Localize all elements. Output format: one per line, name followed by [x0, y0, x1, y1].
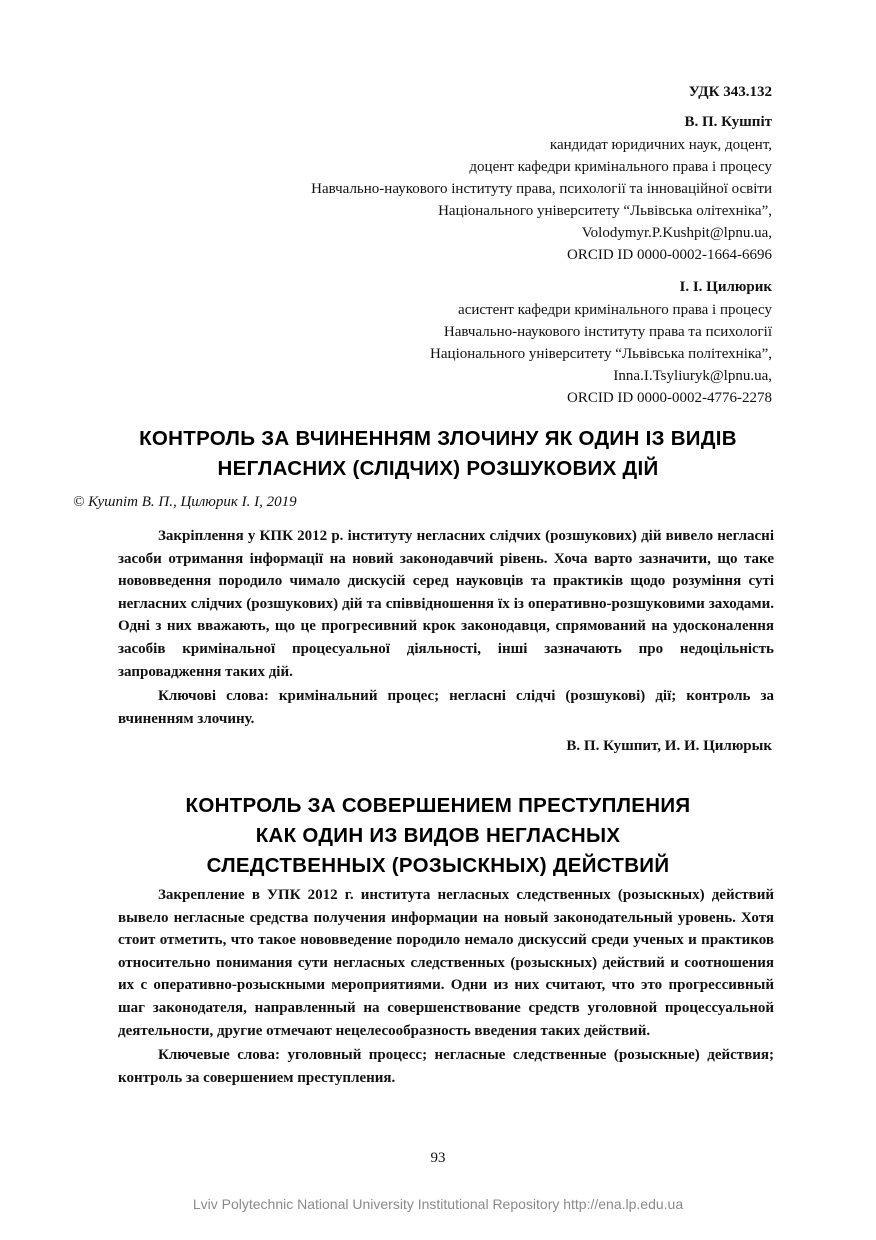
author-orcid: ORCID ID 0000-0002-4776-2278: [567, 390, 772, 406]
author-email: Inna.I.Tsyliuryk@lpnu.ua,: [613, 368, 772, 384]
author-name: В. П. Кушпіт: [684, 114, 772, 130]
author-affiliation-line: Національного університету “Львівська політехніка”,: [430, 346, 772, 362]
author-affiliation-line: кандидат юридичних наук, доцент,: [549, 137, 772, 153]
copyright-notice: © Кушпіт В. П., Цилюрик І. І, 2019: [73, 494, 297, 510]
abstract-ua: [118, 525, 774, 730]
abstract-text: Закрепление в УПК 2012 г. института негласных следственных (розыскных) действий вывело негласные средства получения информации на новый законодательный уровень. Хотя стоит отметить, что такое нововведение породило немало дискуссий среди ученых и практиков относительно понимания сути негласных следственных (розыскных) действий и соотношения их с оперативно-розыскными мероприятиями. Одни из них считают, что это прогрессивный шаг законодателя, направленный на совершенствование средств уголовной процессуальной деятельности, другие отмечают нецелесообразность введения таких действий.: [118, 887, 774, 1039]
keywords: Ключові слова: кримінальний процес; негласні слідчі (розшукові) дії; контроль за вчиненням злочину.: [118, 688, 774, 727]
author-orcid: ORCID ID 0000-0002-1664-6696: [567, 247, 772, 263]
ru-author-names: В. П. Кушпит, И. И. Цилюрык: [566, 738, 772, 754]
title-line: КАК ОДИН ИЗ ВИДОВ НЕГЛАСНЫХ: [255, 824, 621, 847]
title-line: КОНТРОЛЬ ЗА СОВЕРШЕНИЕМ ПРЕСТУПЛЕНИЯ: [185, 794, 691, 817]
author-block-2: [430, 277, 772, 409]
abstract-ru: [118, 884, 774, 1089]
keywords: Ключевые слова: уголовный процесс; негласные следственные (розыскные) действия; контроль за совершением преступления.: [118, 1047, 774, 1086]
udc-code: УДК 343.132: [688, 84, 772, 100]
author-affiliation-line: Навчально-наукового інституту права та психології: [443, 324, 772, 340]
author-name: І. І. Цилюрик: [679, 279, 772, 295]
author-block-1: [311, 112, 772, 266]
article-title-ua: [60, 424, 816, 484]
author-affiliation-line: доцент кафедри кримінального права і процесу: [469, 159, 772, 175]
author-affiliation-line: Національного університету “Львівська олітехніка”,: [438, 203, 772, 219]
title-line: КОНТРОЛЬ ЗА ВЧИНЕННЯМ ЗЛОЧИНУ ЯК ОДИН ІЗ ВИДІВ: [139, 427, 737, 450]
title-line: СЛЕДСТВЕННЫХ (РОЗЫСКНЫХ) ДЕЙСТВИЙ: [206, 854, 670, 877]
title-line: НЕГЛАСНИХ (СЛІДЧИХ) РОЗШУКОВИХ ДІЙ: [217, 457, 659, 480]
author-email: Volodymyr.P.Kushpit@lpnu.ua,: [581, 225, 772, 241]
page-number: 93: [430, 1150, 446, 1166]
repository-footer: Lviv Polytechnic National University Institutional Repository http://ena.lp.edu.ua: [192, 1196, 684, 1212]
article-title-ru: [60, 791, 816, 881]
author-affiliation-line: асистент кафедри кримінального права і процесу: [458, 302, 772, 318]
abstract-text: Закріплення у КПК 2012 р. інституту негласних слідчих (розшукових) дій вивело негласні засоби отримання інформації на новий законодавчий рівень. Хоча варто зазначити, що таке нововведення породило чимало дискусій серед науковців та практиків щодо розуміння суті негласних слідчих (розшукових) дій та співвідношення їх із оперативно-розшуковими заходами. Одні з них вважають, що це прогресивний крок законодавця, спрямований на удосконалення засобів кримінальної процесуальної діяльності, інші зазначають про недоцільність запровадження таких дій.: [118, 528, 774, 680]
author-affiliation-line: Навчально-наукового інституту права, психології та інноваційної освіти: [311, 181, 772, 197]
